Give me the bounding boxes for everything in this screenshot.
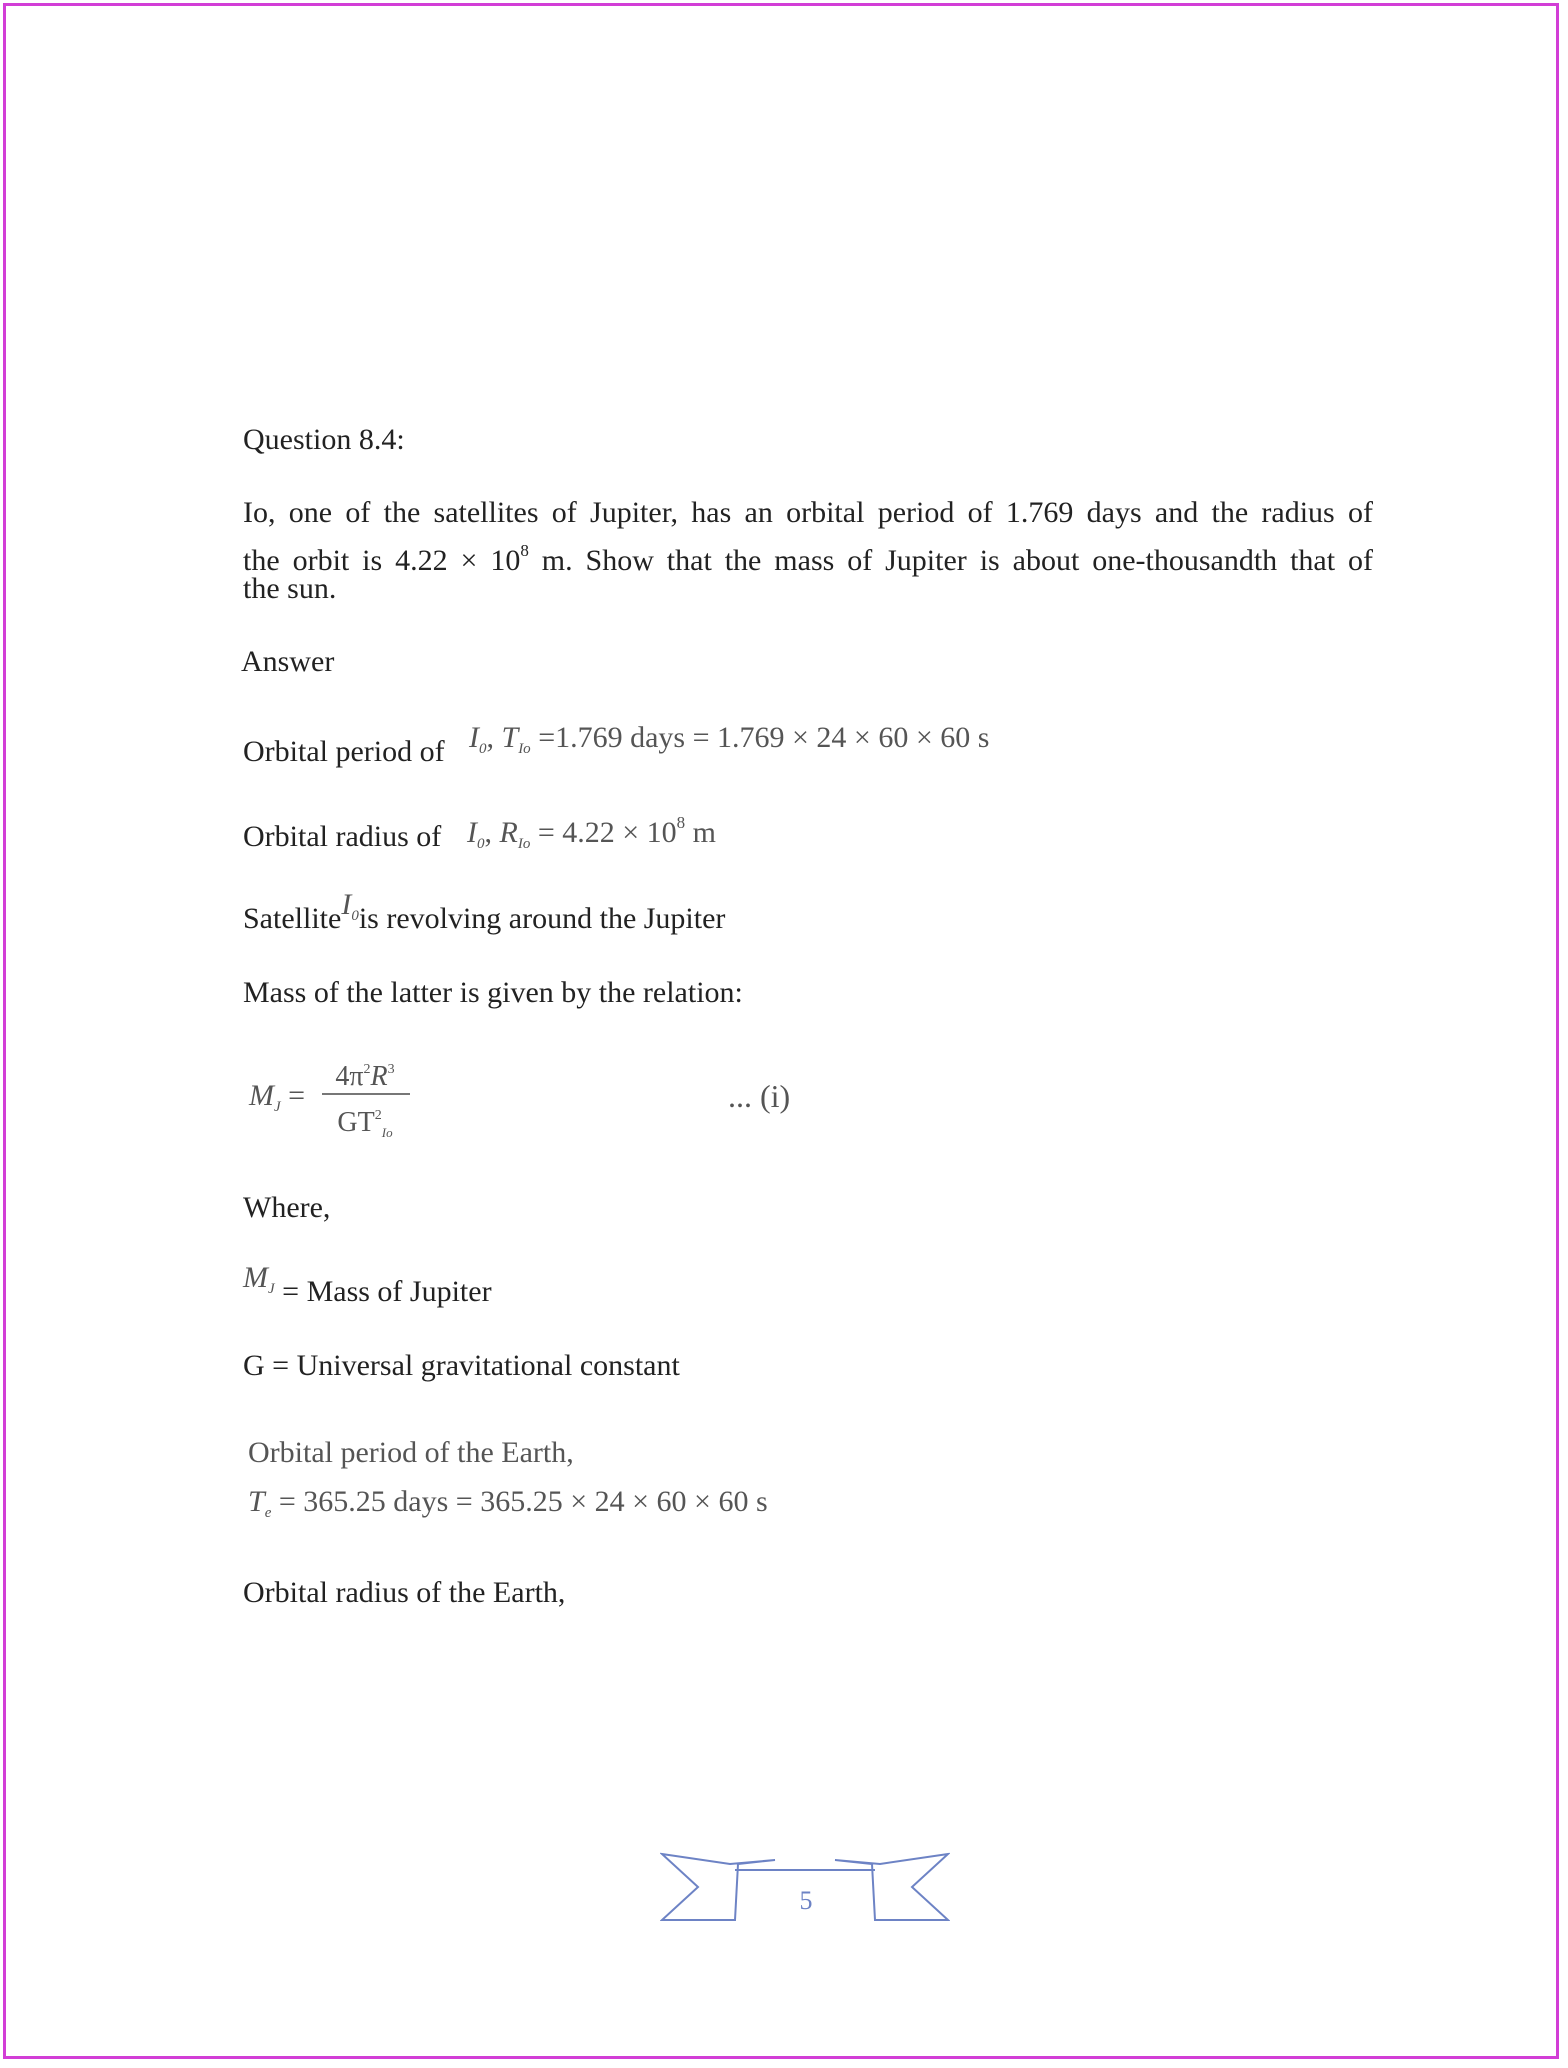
satellite-line <box>243 888 726 949</box>
m-subscript: J <box>268 1281 275 1297</box>
comma: , <box>484 816 492 849</box>
numerator-exp: 2 <box>363 1062 371 1077</box>
question-heading: Question 8.4: <box>243 423 405 456</box>
comma: , <box>486 721 494 754</box>
numerator-text: 4π <box>335 1061 364 1092</box>
ornament-left <box>662 1854 775 1920</box>
earth-period-label: Orbital period of the Earth, <box>248 1436 574 1469</box>
denominator-exp: 2 <box>374 1108 382 1123</box>
answer-label: Answer <box>241 645 335 678</box>
io-subscript: 0 <box>351 908 359 924</box>
page-border <box>3 3 1559 2059</box>
question-line-1: Io, one of the satellites of Jupiter, has an orbital period of 1.769 days and the radius of <box>243 496 1373 529</box>
orbital-period-value: =1.769 days = 1.769 × 24 × 60 × 60 s <box>538 721 990 754</box>
orbital-period-label: Orbital period of <box>243 735 445 768</box>
r-symbol: R <box>370 1061 388 1092</box>
r-exponent: 3 <box>387 1062 395 1077</box>
io-subscript: 0 <box>479 741 487 757</box>
g-definition: G = Universal gravitational constant <box>243 1349 680 1382</box>
io-symbol: I <box>469 721 479 754</box>
t-subscript: e <box>264 1505 272 1521</box>
formula-lhs: $M_J$ = <box>249 1079 306 1115</box>
where-label: Where, <box>243 1191 331 1224</box>
m-symbol: M <box>249 1079 274 1112</box>
r-subscript: Io <box>517 836 531 852</box>
formula-denominator <box>322 1100 408 1149</box>
question-line-3: the sun. <box>243 572 337 605</box>
orbital-radius-unit: m <box>685 816 717 849</box>
t-symbol: T <box>501 721 519 754</box>
page-number: 5 <box>799 1886 813 1915</box>
question-line-2-text: the orbit is 4.22 × 10 <box>243 544 521 577</box>
earth-radius-label: Orbital radius of the Earth, <box>243 1576 566 1609</box>
io-symbol: I <box>341 888 352 921</box>
mass-relation-text: Mass of the latter is given by the relation: <box>243 976 743 1009</box>
t-symbol: T <box>248 1485 265 1518</box>
satellite-text: is revolving around the Jupiter <box>358 902 726 935</box>
denominator-sub: Io <box>381 1125 393 1140</box>
m-subscript: J <box>274 1099 281 1115</box>
formula-tag: ... (i) <box>728 1078 791 1114</box>
mj-definition-text: = Mass of Jupiter <box>282 1275 492 1308</box>
t-subscript: Io <box>518 741 531 757</box>
ornament-right <box>835 1854 948 1920</box>
formula-numerator <box>322 1054 408 1093</box>
fraction-bar <box>322 1093 410 1095</box>
r-symbol: R <box>499 816 518 849</box>
question-exponent: 8 <box>520 541 529 560</box>
m-symbol: M <box>243 1261 268 1294</box>
earth-period-equation <box>248 1483 768 1532</box>
question-line-2-rest: m. Show that the mass of Jupiter is about one-thousandth that of <box>528 544 1373 577</box>
io-subscript: 0 <box>477 836 485 852</box>
denominator-text: GT <box>337 1107 375 1138</box>
orbital-radius-equation <box>467 804 716 863</box>
orbital-radius-label: Orbital radius of <box>243 820 442 853</box>
orbital-radius-value: = 4.22 × 10 <box>537 816 677 849</box>
satellite-label: Satellite <box>243 902 342 935</box>
orbital-radius-exponent: 8 <box>676 813 686 832</box>
earth-period-value: = 365.25 days = 365.25 × 24 × 60 × 60 s <box>278 1485 768 1518</box>
io-symbol: I <box>467 816 477 849</box>
mj-definition <box>243 1261 492 1322</box>
orbital-period-equation <box>469 719 989 768</box>
